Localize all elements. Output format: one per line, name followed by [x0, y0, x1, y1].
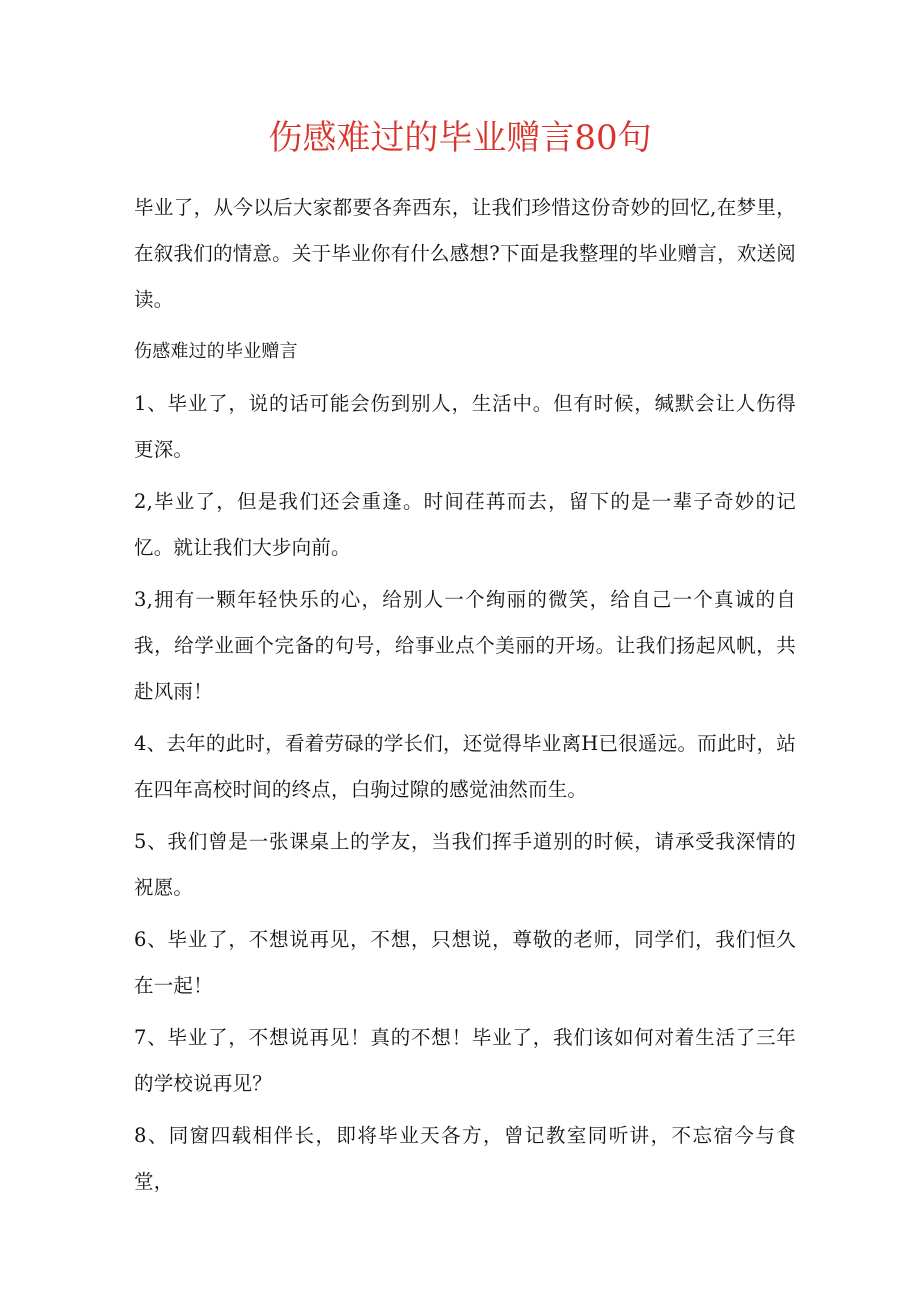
list-item: 3,拥有一颗年轻快乐的心，给别人一个绚丽的微笑，给自己一个真诚的自我，给学业画个完备的句号，给事业点个美丽的开场。让我们扬起风帆，共赴风雨！ [134, 588, 796, 703]
list-item: 6、毕业了，不想说再见，不想，只想说，尊敬的老师，同学们，我们恒久在一起！ [134, 928, 796, 997]
section-heading: 伤感难过的毕业赠言 [134, 341, 298, 362]
list-item: 4、去年的此时，看着劳碌的学长们，还觉得毕业离H已很遥远。而此时，站在四年高校时间的终点，白驹过隙的感觉油然而生。 [134, 732, 796, 801]
list-item: 7、毕业了，不想说再见！真的不想！毕业了，我们该如何对着生活了三年的学校说再见？ [134, 1026, 796, 1095]
list-item: 1、毕业了，说的话可能会伤到别人，生活中。但有时候，缄默会让人伤得更深。 [134, 392, 796, 461]
document-title: 伤感难过的毕业赠言80句 [268, 118, 652, 158]
list-item: 2,毕业了，但是我们还会重逢。时间荏苒而去，留下的是一辈子奇妙的记忆。就让我们大步向前。 [134, 490, 796, 559]
document-body [134, 185, 796, 1211]
list-item: 8、同窗四载相伴长，即将毕业天各方，曾记教室同听讲，不忘宿今与食堂， [134, 1124, 796, 1193]
intro-paragraph: 毕业了，从今以后大家都要各奔西东，让我们珍惜这份奇妙的回忆,在梦里，在叙我们的情意。关于毕业你有什么感想?下面是我整理的毕业赠言，欢送阅读。 [134, 196, 796, 311]
list-item: 5、我们曾是一张课桌上的学友，当我们挥手道别的时候，请承受我深情的祝愿。 [134, 830, 796, 899]
